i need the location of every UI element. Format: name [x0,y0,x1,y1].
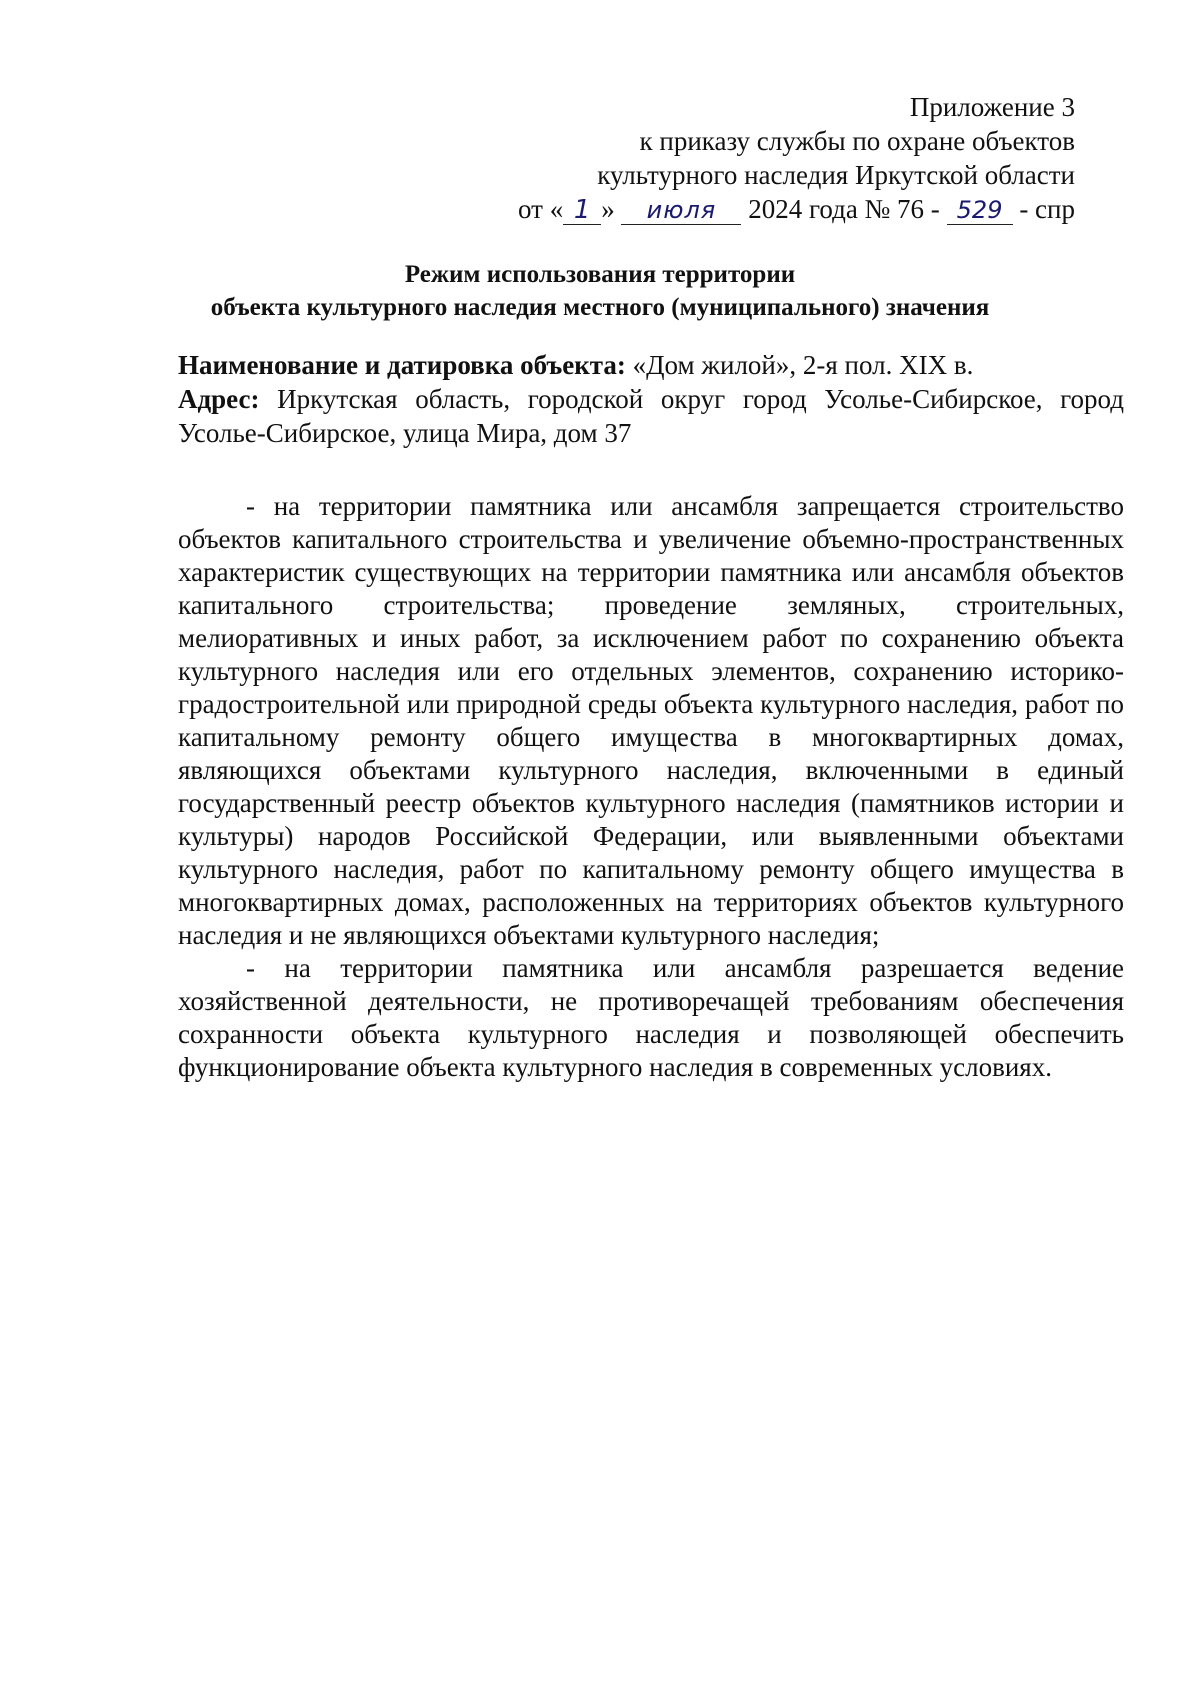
regime-text [178,490,1124,1084]
object-address-value: Иркутская область, городской округ город Усолье-Сибирское, город Усолье-Сибирское, улица Мира, дом 37 [178,384,1125,448]
handwritten-day: 1 [563,196,601,225]
object-name-value: «Дом жилой», 2-я пол. XIX в. [632,350,974,380]
date-prefix: от « [518,194,564,224]
year-and-number-text: 2024 года № 76 - [748,194,940,224]
title-line-1: Режим использования территории [404,261,796,288]
appendix-number: Приложение 3 [909,92,1075,122]
order-reference-line: к приказу службы по охране объектов [639,126,1075,156]
order-authority-line: культурного наследия Иркутской области [597,160,1075,190]
title-line-2: объекта культурного наследия местного (муниципального) значения [210,294,990,321]
object-details [178,348,1124,450]
order-date-line [518,192,1075,226]
permission-paragraph: - на территории памятника или ансамбля разрешается ведение хозяйственной деятельности, не противоречащей требованиям обеспечения сохранности объекта культурного наследия и позволяющей обеспечить функционирование объекта культурного наследия в современных условиях. [178,953,1124,1082]
object-address-row [178,382,1124,450]
object-address-label: Адрес: [178,384,260,414]
handwritten-month: июля [621,196,741,225]
appendix-header [518,90,1075,226]
document-title [150,258,1050,324]
handwritten-order-number: 529 [947,196,1013,225]
order-suffix: - спр [1019,194,1075,224]
date-quote-close: » [601,194,615,224]
object-name-label: Наименование и датировка объекта: [178,350,626,380]
prohibition-paragraph: - на территории памятника или ансамбля запрещается строительство объектов капитального строительства и увеличение объемно-пространственных характеристик существующих на территории памятника или ансамбля объектов капитального строительства; проведение земляных, строительных, мелиоративных и иных работ, за исключением работ по сохранению объекта культурного наследия или его отдельных элементов, сохранению историко-градостроительной или природной среды объекта культурного наследия, работ по капитальному ремонту общего имущества в многоквартирных домах, являющихся объектами культурного наследия, включенными в единый государственный реестр объектов культурного наследия (памятников истории и культуры) народов Российской Федерации, или выявленными объектами культурного наследия, работ по капитальному ремонту общего имущества в многоквартирных домах, расположенных на территориях объектов культурного наследия и не являющихся объектами культурного наследия; [178,491,1124,950]
object-name-row [178,348,1124,382]
